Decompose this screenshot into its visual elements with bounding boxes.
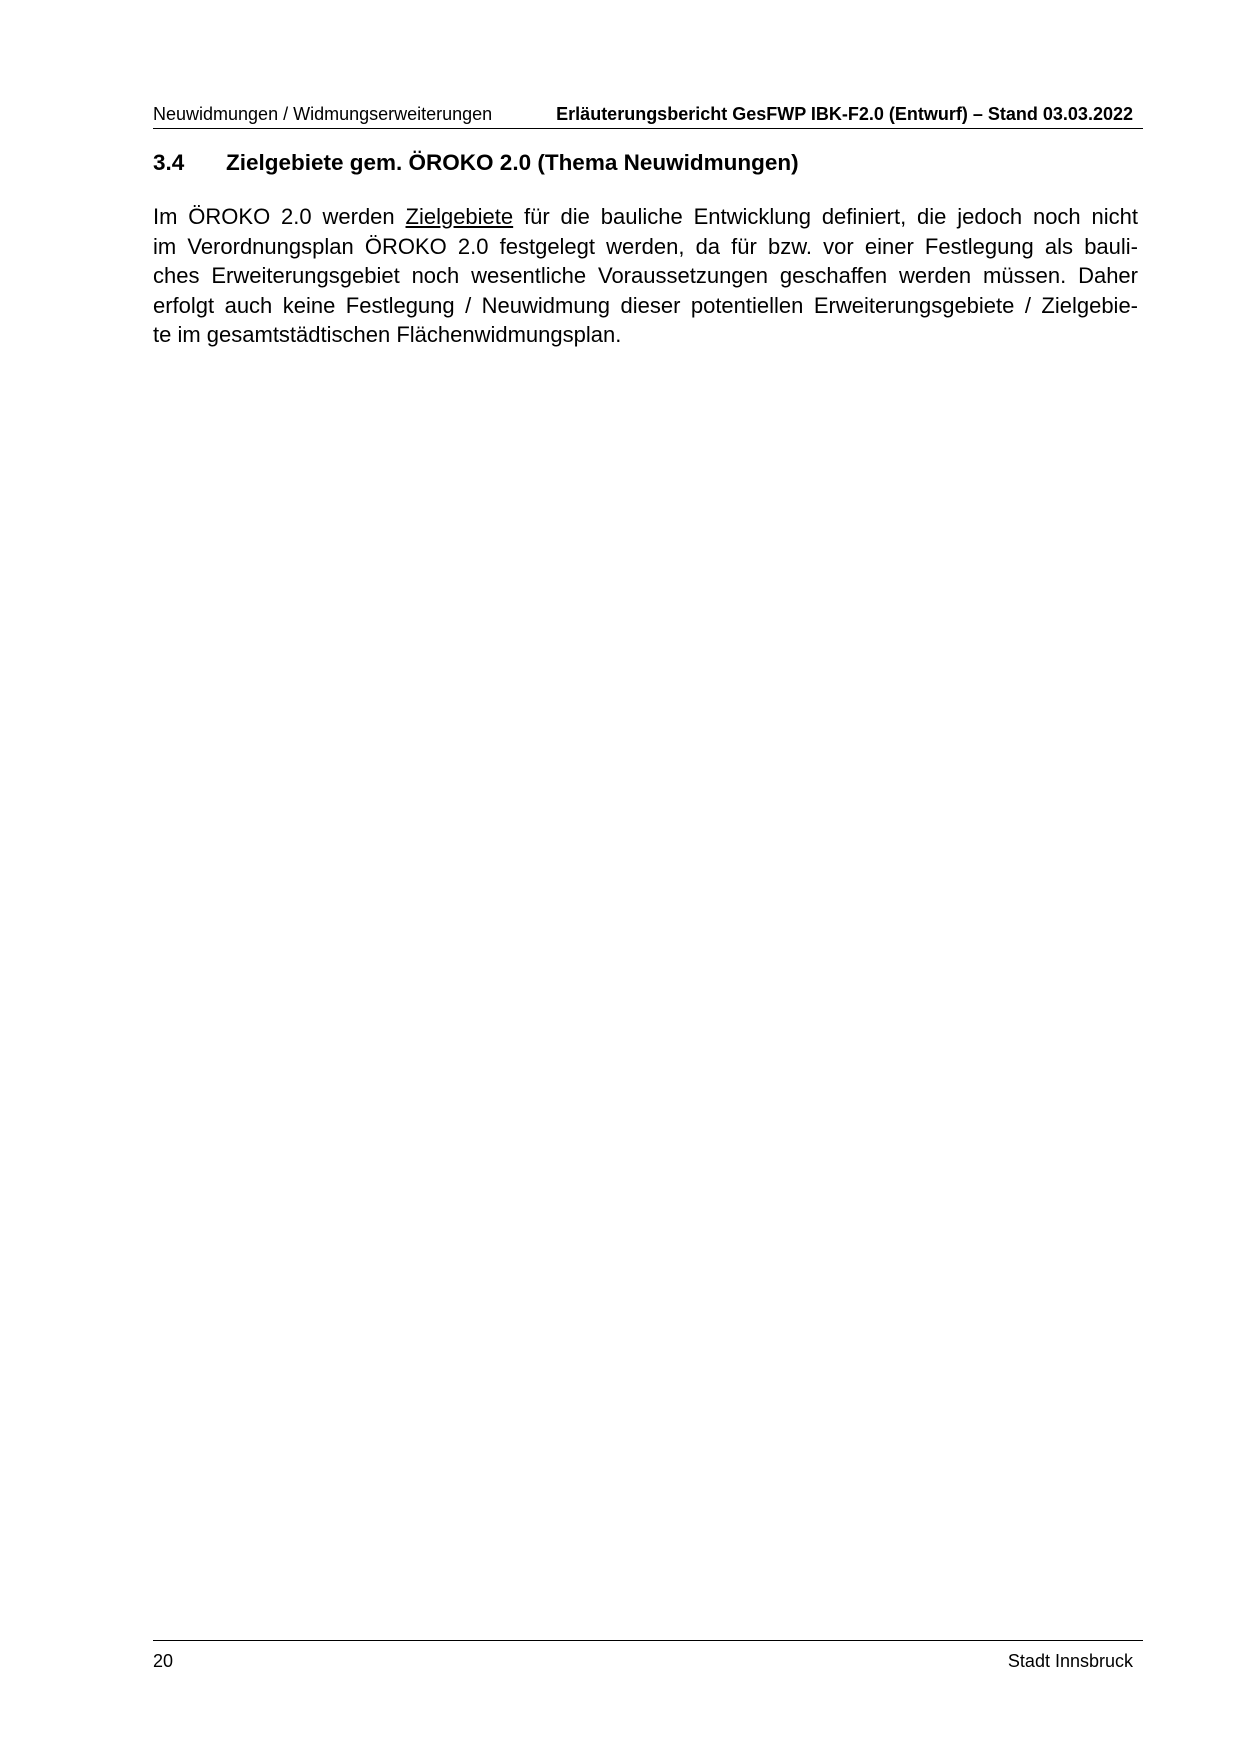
body-paragraph xyxy=(153,202,1138,350)
paragraph-text: für die bauliche Entwicklung definiert, die jedoch noch nicht xyxy=(513,204,1138,229)
page-header xyxy=(153,100,1143,129)
paragraph-line: erfolgt auch keine Festlegung / Neuwidmung dieser potentiellen Erweiterungsgebiete / Zielgebie- xyxy=(153,292,1138,318)
section-number: 3.4 xyxy=(153,150,185,175)
paragraph-line: ches Erweiterungsgebiet noch wesentliche Voraussetzungen geschaffen werden müssen. Daher xyxy=(153,263,1138,288)
underlined-term: Zielgebiete xyxy=(405,204,514,229)
paragraph-line: te im gesamtstädtischen Flächenwidmungsplan. xyxy=(153,322,622,347)
page-footer xyxy=(153,1640,1143,1671)
footer-publisher: Stadt Innsbruck xyxy=(1007,1651,1133,1671)
paragraph-line xyxy=(153,202,1138,232)
header-document-title: Erläuterungsbericht GesFWP IBK-F2.0 (Entwurf) – Stand 03.03.2022 xyxy=(556,104,1133,124)
page-number: 20 xyxy=(153,1651,174,1671)
header-chapter-title: Neuwidmungen / Widmungserweiterungen xyxy=(153,104,493,124)
section-heading xyxy=(153,148,799,178)
section-title: Zielgebiete gem. ÖROKO 2.0 (Thema Neuwidmungen) xyxy=(226,150,799,175)
paragraph-line: im Verordnungsplan ÖROKO 2.0 festgelegt werden, da für bzw. vor einer Festlegung als bauli- xyxy=(153,233,1138,259)
paragraph-text: Im ÖROKO 2.0 werden xyxy=(153,204,406,229)
